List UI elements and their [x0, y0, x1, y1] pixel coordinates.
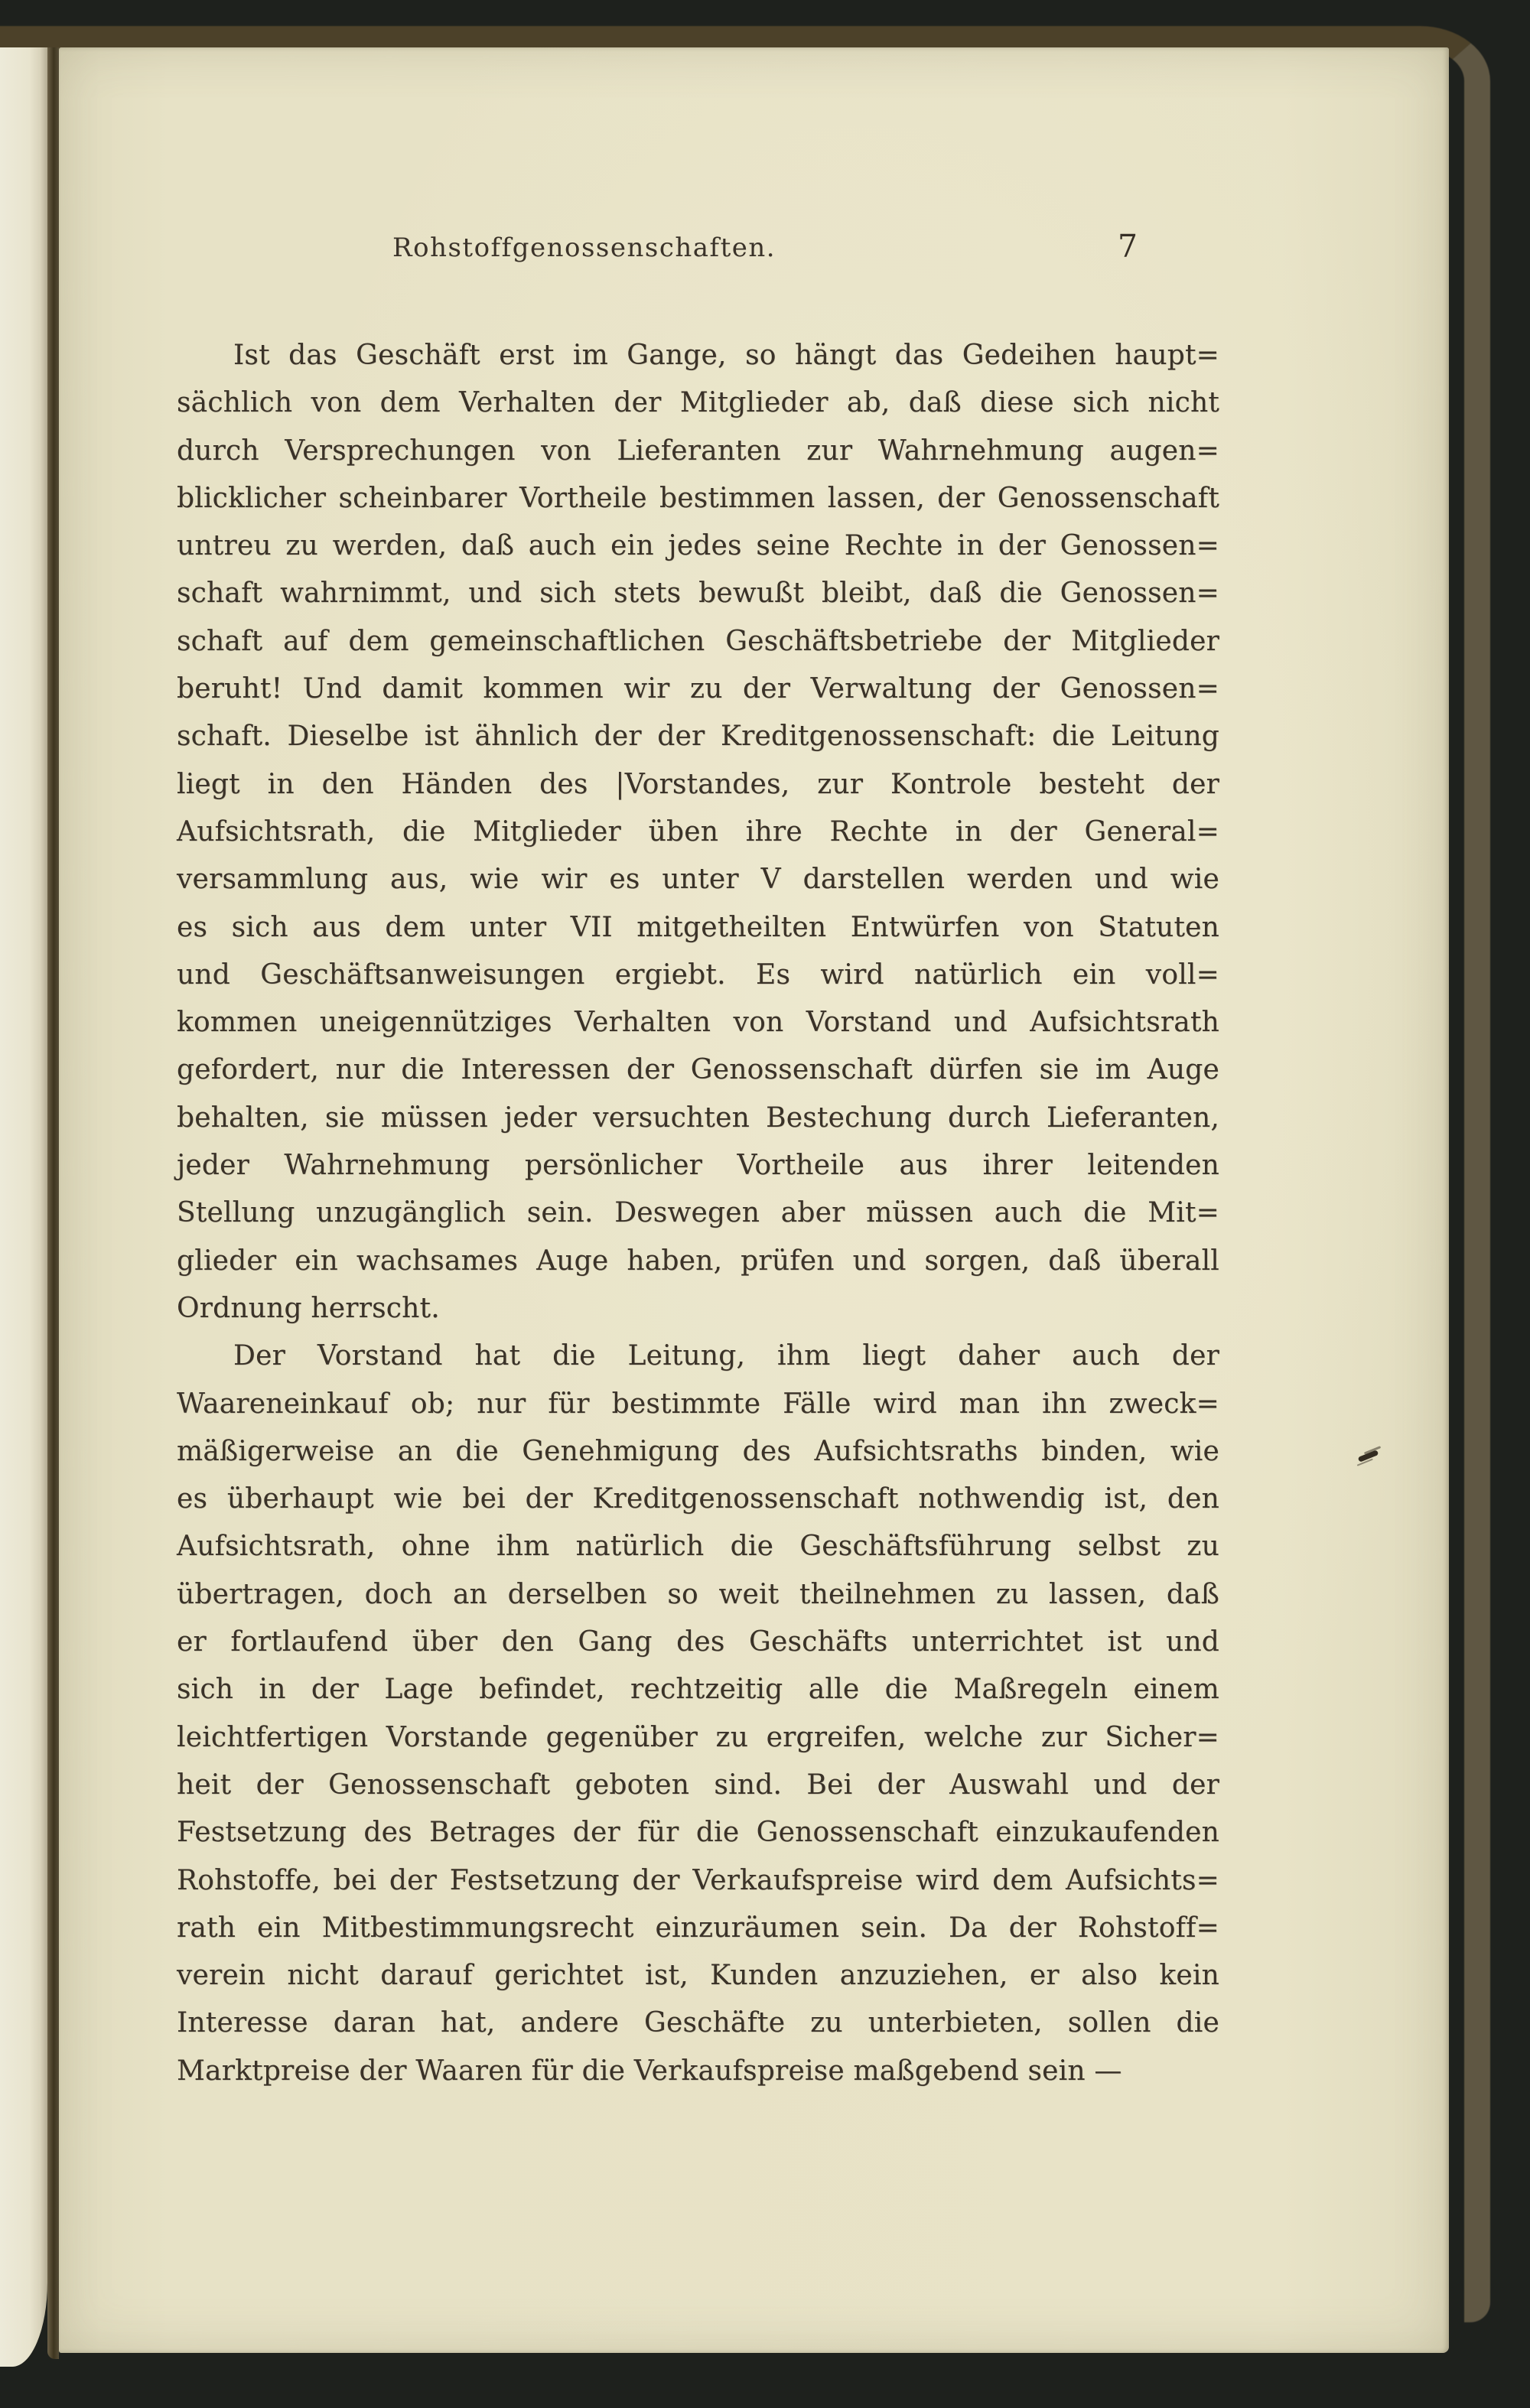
text-line: kommen uneigennütziges Verhalten von Vorstand und Aufsichtsrath	[177, 1007, 1219, 1039]
text-line: schaft. Dieselbe ist ähnlich der der Kreditgenossenschaft: die Leitung	[177, 721, 1219, 753]
text-line: Stellung unzugänglich sein. Deswegen aber müssen auch die Mit=	[177, 1197, 1219, 1229]
text-line: Ordnung herrscht.	[177, 1292, 440, 1324]
text-line: blicklicher scheinbarer Vortheile bestimmen lassen, der Genossenschaft	[177, 482, 1219, 514]
text-line: Festsetzung des Betrages der für die Genossenschaft einzukaufenden	[177, 1817, 1219, 1849]
text-line: liegt in den Händen des |Vorstandes, zur Kontrole besteht der	[177, 768, 1219, 800]
text-line: übertragen, doch an derselben so weit theilnehmen zu lassen, daß	[177, 1578, 1219, 1610]
text-line: glieder ein wachsames Auge haben, prüfen und sorgen, daß überall	[177, 1245, 1219, 1277]
text-line: heit der Genossenschaft geboten sind. Bei der Auswahl und der	[177, 1769, 1219, 1801]
body-text	[177, 332, 1219, 2095]
book-page	[59, 47, 1449, 2353]
text-line: Marktpreise der Waaren für die Verkaufspreise maßgebend sein —	[177, 2055, 1122, 2087]
text-line: gefordert, nur die Interessen der Genossenschaft dürfen sie im Auge	[177, 1054, 1219, 1086]
text-line: und Geschäftsanweisungen ergiebt. Es wird natürlich ein voll=	[177, 958, 1219, 991]
text-line: durch Versprechungen von Lieferanten zur Wahrnehmung augen=	[177, 434, 1219, 467]
text-line: schaft wahrnimmt, und sich stets bewußt bleibt, daß die Genossen=	[177, 578, 1219, 610]
running-title: Rohstoffgenossenschaften.	[392, 233, 776, 263]
text-line: schaft auf dem gemeinschaftlichen Geschäftsbetriebe der Mitglieder	[177, 625, 1219, 657]
text-line: behalten, sie müssen jeder versuchten Bestechung durch Lieferanten,	[177, 1101, 1219, 1134]
text-line: leichtfertigen Vorstande gegenüber zu ergreifen, welche zur Sicher=	[177, 1721, 1219, 1753]
page-number: 7	[1118, 228, 1138, 265]
text-line: Ist das Geschäft erst im Gange, so hängt das Gedeihen haupt=	[233, 340, 1219, 371]
text-line: Der Vorstand hat die Leitung, ihm liegt daher auch der	[233, 1340, 1219, 1372]
under-page-edge	[0, 47, 47, 2367]
text-line: es sich aus dem unter VII mitgetheilten Entwürfen von Statuten	[177, 911, 1219, 943]
ink-speck	[1358, 1450, 1379, 1463]
text-line: Interesse daran hat, andere Geschäfte zu unterbieten, sollen die	[177, 2007, 1219, 2039]
text-line: beruht! Und damit kommen wir zu der Verwaltung der Genossen=	[177, 673, 1219, 705]
page-gutter-shadow	[47, 47, 59, 2359]
text-line: es überhaupt wie bei der Kreditgenossenschaft nothwendig ist, den	[177, 1483, 1219, 1515]
text-line: Waareneinkauf ob; nur für bestimmte Fälle wird man ihn zweck=	[177, 1388, 1219, 1420]
text-line: rath ein Mitbestimmungsrecht einzuräumen sein. Da der Rohstoff=	[177, 1912, 1219, 1944]
text-line: jeder Wahrnehmung persönlicher Vortheile aus ihrer leitenden	[177, 1150, 1219, 1182]
text-line: mäßigerweise an die Genehmigung des Aufsichtsraths binden, wie	[177, 1435, 1219, 1467]
text-line: versammlung aus, wie wir es unter V darstellen werden und wie	[177, 864, 1219, 896]
text-line: Aufsichtsrath, die Mitglieder üben ihre Rechte in der General=	[177, 815, 1219, 848]
text-line: sich in der Lage befindet, rechtzeitig alle die Maßregeln einem	[177, 1674, 1219, 1706]
text-line: Rohstoffe, bei der Festsetzung der Verkaufspreise wird dem Aufsichts=	[177, 1864, 1219, 1896]
text-line: verein nicht darauf gerichtet ist, Kunden anzuziehen, er also kein	[177, 1960, 1219, 1992]
text-line: untreu zu werden, daß auch ein jedes seine Rechte in der Genossen=	[177, 530, 1219, 562]
text-line: Aufsichtsrath, ohne ihm natürlich die Geschäftsführung selbst zu	[177, 1531, 1219, 1563]
text-line: er fortlaufend über den Gang des Geschäfts unterrichtet ist und	[177, 1626, 1219, 1658]
text-line: sächlich von dem Verhalten der Mitglieder ab, daß diese sich nicht	[177, 387, 1219, 419]
